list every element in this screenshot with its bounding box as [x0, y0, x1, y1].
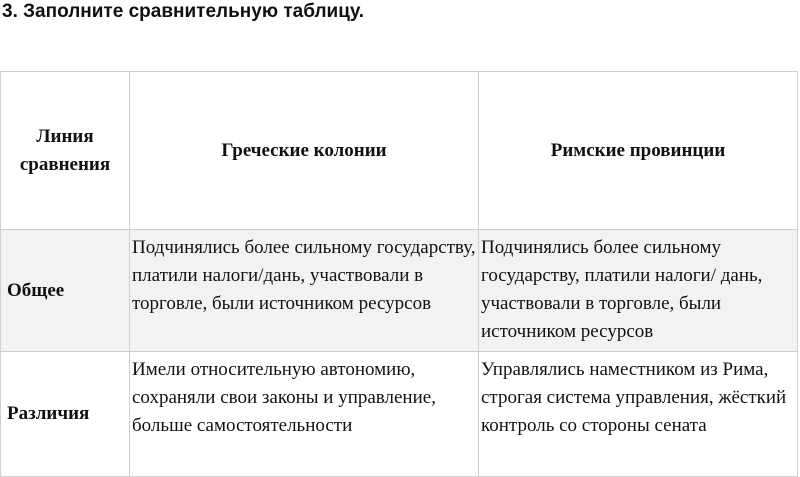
- row-label-common: Общее: [1, 230, 130, 352]
- cell-differences-greek: Имели относительную автономию, сохраняли свои законы и управление, больше самостоятельности: [130, 352, 479, 477]
- cell-differences-roman: Управлялись наместником из Рима, строгая система управления, жёсткий контроль со стороны сената: [479, 352, 798, 477]
- header-roman-provinces: Римские провинции: [479, 72, 798, 230]
- task-title: 3. Заполните сравнительную таблицу.: [2, 1, 365, 22]
- header-greek-colonies: Греческие колонии: [130, 72, 479, 230]
- table-row: [1, 352, 798, 477]
- table-header-row: [1, 72, 798, 230]
- header-line-of-comparison: Линия сравнения: [1, 72, 130, 230]
- cell-common-roman: Подчинялись более сильному государству, платили налоги/ дань, участвовали в торговле, были источником ресурсов: [479, 230, 798, 352]
- table-row: [1, 230, 798, 352]
- cell-common-greek: Подчинялись более сильному государству, платили налоги/дань, участвовали в торговле, были источником ресурсов: [130, 230, 479, 352]
- comparison-table: [0, 71, 798, 477]
- row-label-differences: Различия: [1, 352, 130, 477]
